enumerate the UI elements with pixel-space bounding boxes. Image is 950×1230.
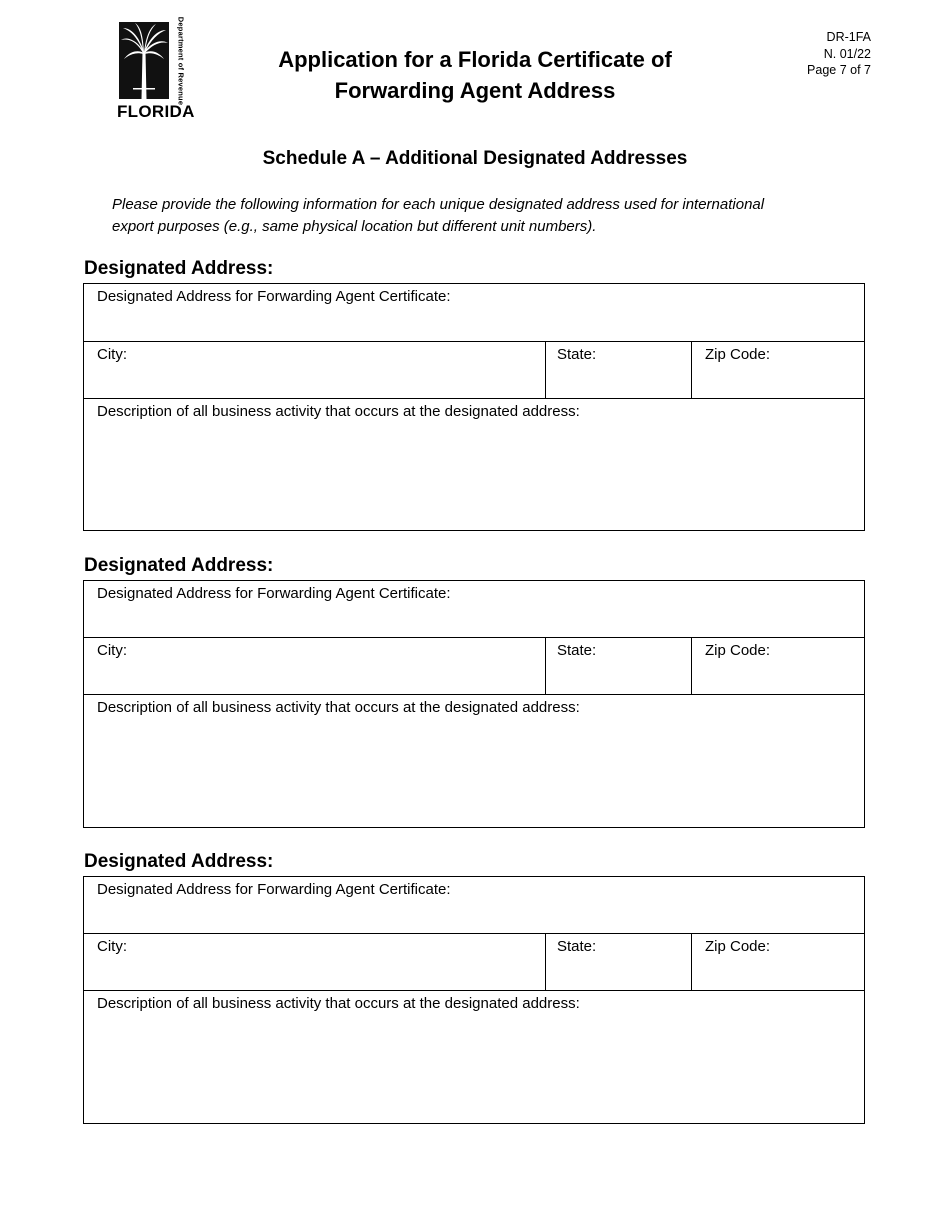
zip-code-field[interactable] [692, 638, 864, 694]
state-field[interactable] [546, 342, 691, 398]
zip-code-label: Zip Code: [705, 642, 771, 659]
city-label: City: [97, 938, 127, 955]
instructions-line-2: export purposes (e.g., same physical location but different unit numbers). [112, 217, 597, 235]
zip-code-label: Zip Code: [705, 938, 771, 955]
designated-address-form [83, 580, 865, 828]
section-heading: Designated Address: [84, 555, 274, 576]
description-field[interactable] [84, 695, 864, 827]
form-revision: N. 01/22 [823, 46, 871, 61]
designated-address-form [83, 283, 865, 531]
description-label: Description of all business activity that occurs at the designated address: [97, 995, 580, 1012]
state-field[interactable] [546, 934, 691, 990]
description-field[interactable] [84, 991, 864, 1123]
address-label: Designated Address for Forwarding Agent Certificate: [97, 288, 451, 305]
department-label: Department of Revenue [176, 16, 186, 105]
florida-dor-logo [117, 16, 195, 122]
address-field[interactable] [84, 581, 864, 637]
city-field[interactable] [84, 934, 545, 990]
florida-wordmark: FLORIDA [117, 102, 195, 121]
palm-tree-emblem [119, 22, 169, 99]
page-title [250, 44, 700, 106]
title-line-1: Application for a Florida Certificate of [278, 47, 672, 72]
city-label: City: [97, 642, 127, 659]
state-label: State: [557, 938, 597, 955]
section-heading: Designated Address: [84, 851, 274, 872]
address-label: Designated Address for Forwarding Agent Certificate: [97, 881, 451, 898]
city-field[interactable] [84, 342, 545, 398]
city-field[interactable] [84, 638, 545, 694]
section-heading: Designated Address: [84, 258, 274, 279]
schedule-title: Schedule A – Additional Designated Addresses [262, 148, 688, 169]
form-meta [807, 29, 871, 79]
description-label: Description of all business activity that occurs at the designated address: [97, 699, 580, 716]
instructions [112, 194, 832, 237]
page-number: Page 7 of 7 [807, 63, 871, 77]
zip-code-field[interactable] [692, 342, 864, 398]
instructions-line-1: Please provide the following information for each unique designated address used for international [112, 196, 765, 213]
form-number: DR-1FA [826, 30, 871, 44]
address-field[interactable] [84, 284, 864, 341]
zip-code-field[interactable] [692, 934, 864, 990]
description-label: Description of all business activity that occurs at the designated address: [97, 403, 580, 420]
address-field[interactable] [84, 877, 864, 933]
description-field[interactable] [84, 399, 864, 530]
address-label: Designated Address for Forwarding Agent Certificate: [97, 585, 451, 602]
title-line-2: Forwarding Agent Address [334, 78, 616, 103]
state-field[interactable] [546, 638, 691, 694]
zip-code-label: Zip Code: [705, 346, 771, 363]
designated-address-form [83, 876, 865, 1124]
state-label: State: [557, 346, 597, 363]
city-label: City: [97, 346, 127, 363]
state-label: State: [557, 642, 597, 659]
